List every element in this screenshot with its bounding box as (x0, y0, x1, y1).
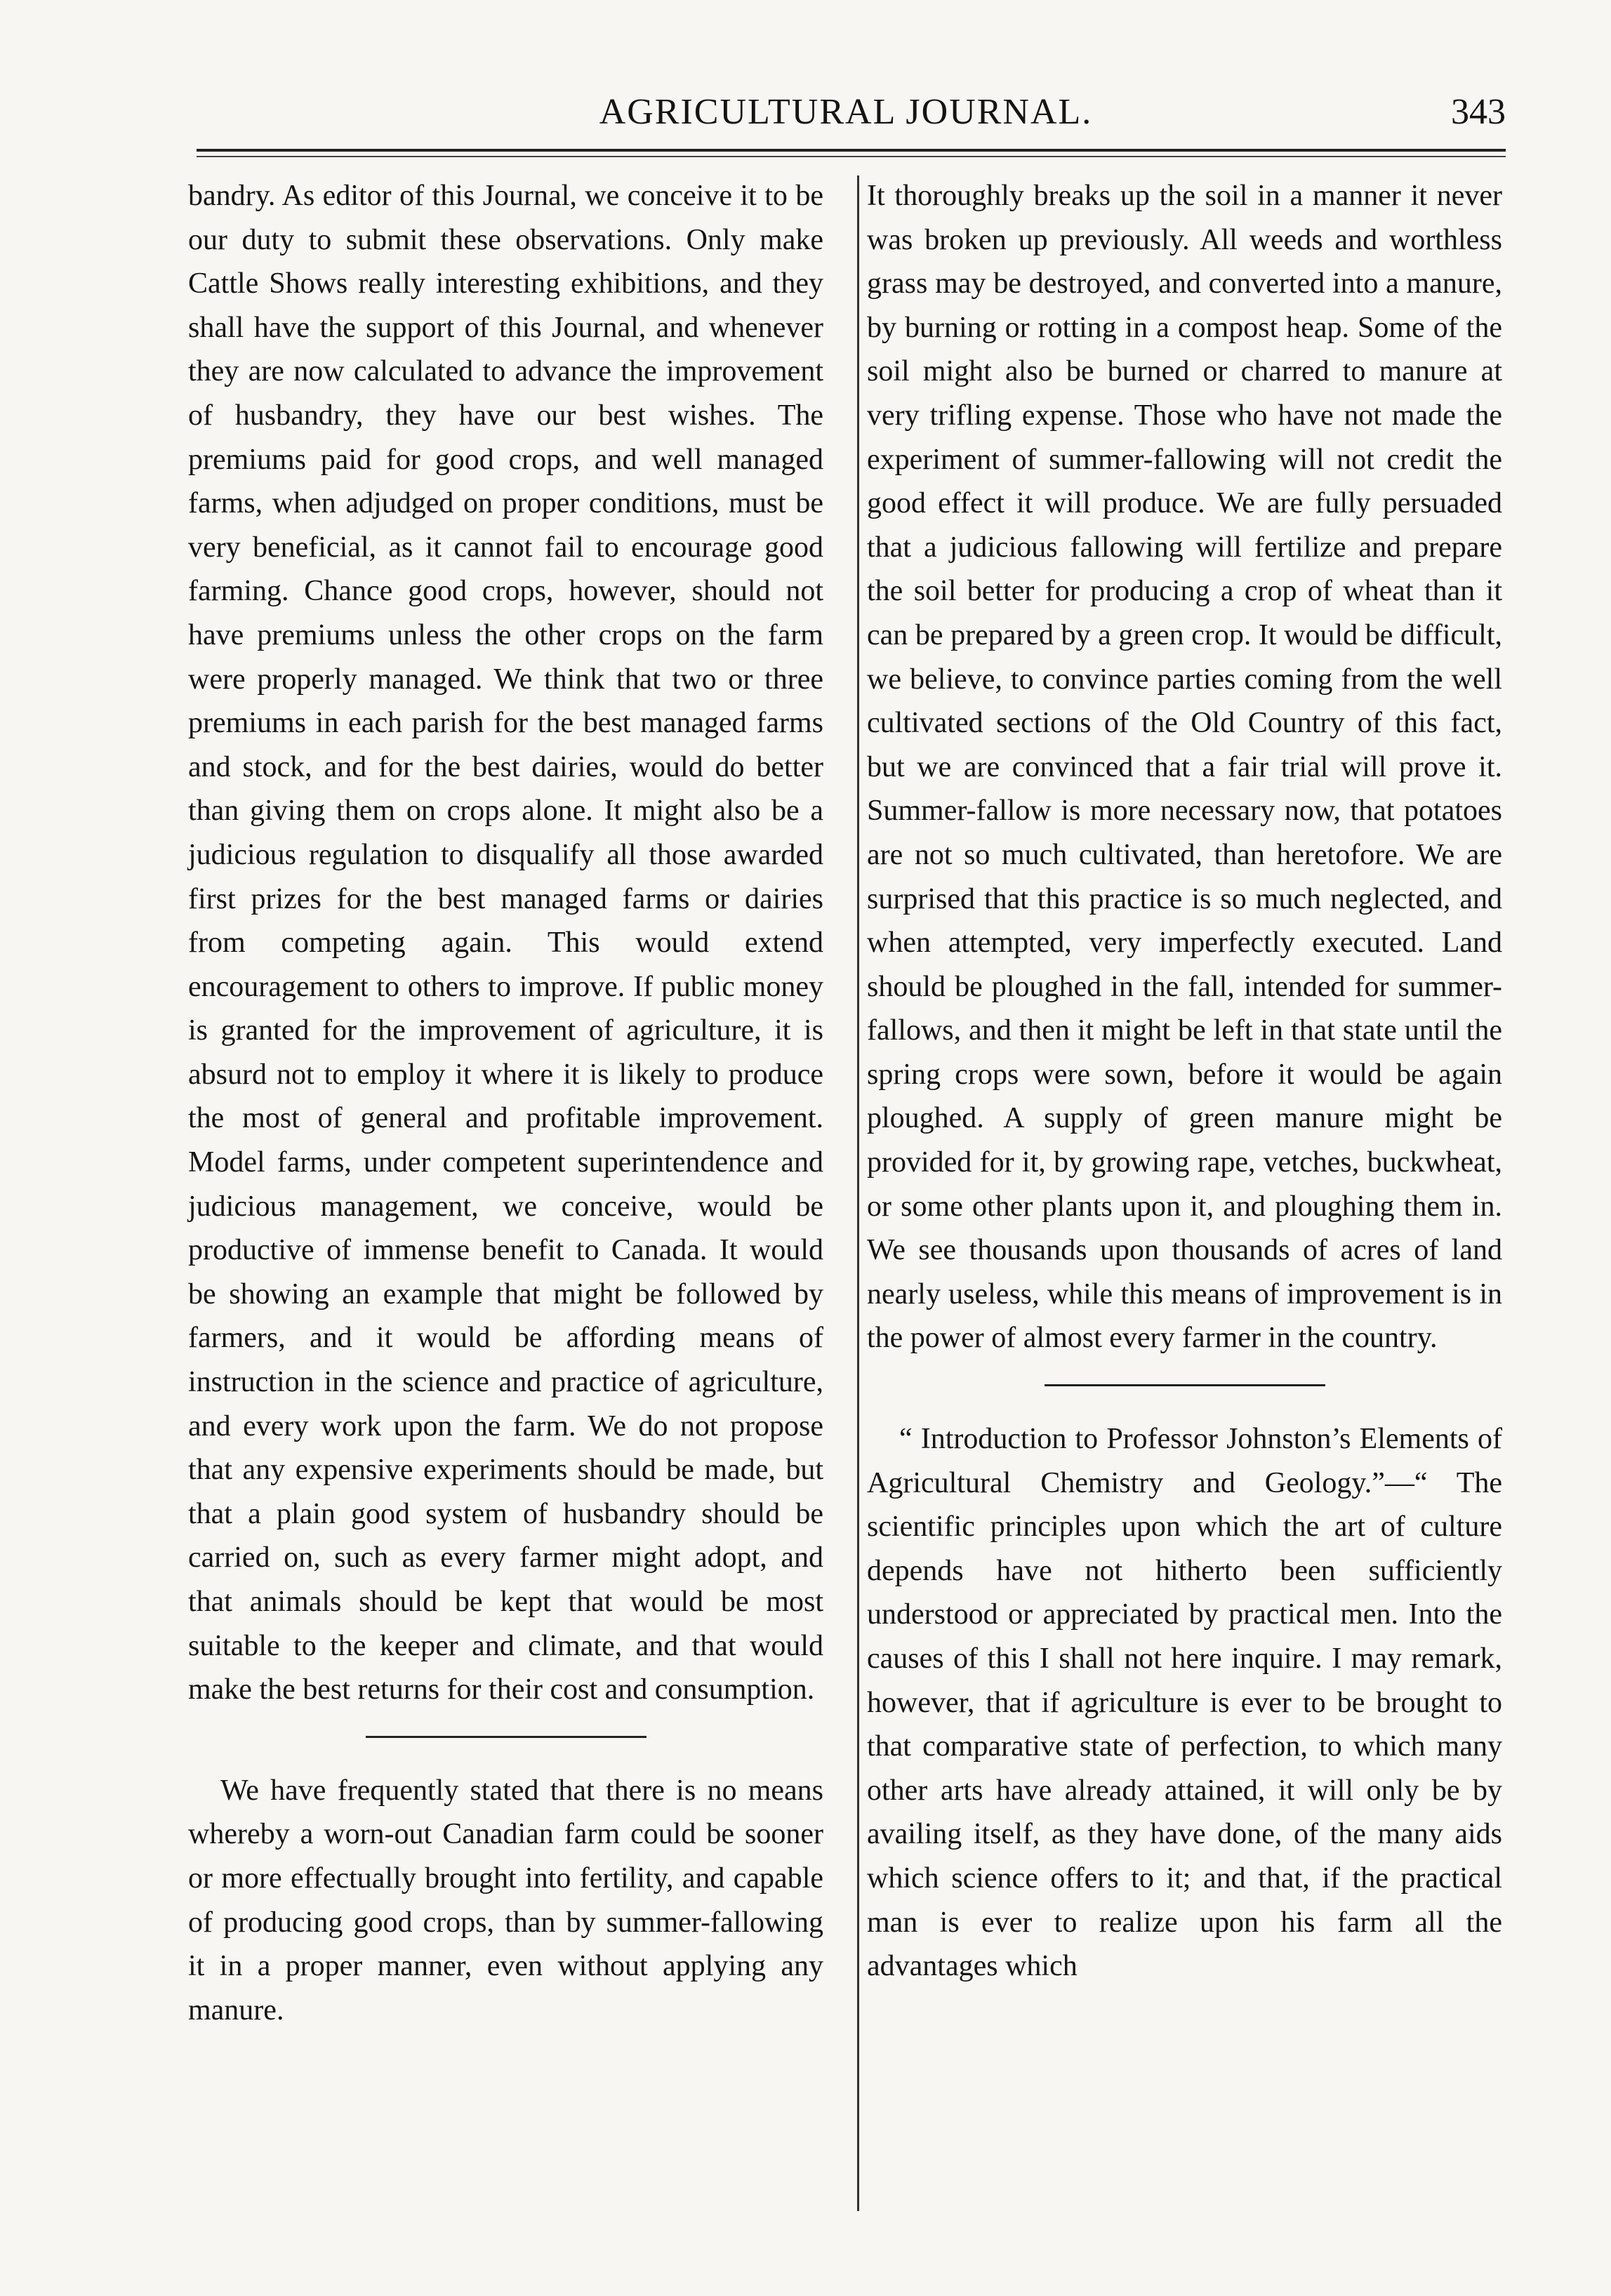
paragraph-summer-fallow: We have frequently stated that there is no means whereby a worn-out Canadian farm could be sooner or more effectually brought into fertility, and capable of producing good crops, than by summer-fallowing it in a proper manner, even without applying any manure. (188, 1774, 823, 2026)
left-column (188, 174, 823, 2032)
section-divider (1045, 1384, 1325, 1386)
header-rule (197, 149, 1506, 157)
right-column (867, 174, 1502, 1989)
page-header (186, 91, 1506, 147)
column-divider (857, 175, 859, 2211)
page-number: 343 (1451, 92, 1506, 132)
running-head: AGRICULTURAL JOURNAL. (599, 92, 1093, 132)
paragraph-fallowing: It thoroughly breaks up the soil in a manner it never was broken up previously. All weeds and worthless grass may be destroyed, and converted into a manure, by burning or rotting in a compost heap. Some of the soil might also be burned or charred to manure at very trifling expense. Those who have not made the experiment of summer-fallowing will not credit the good effect it will produce. We are fully persuaded that a judicious fallowing will fertilize and prepare the soil better for producing a crop of wheat than it can be prepared by a green crop. It would be difficult, we believe, to convince parties coming from the well cultivated sections of the Old Country of this fact, but we are convinced that a fair trial will prove it. Summer-fallow is more necessary now, that potatoes are not so much cultivated, than heretofore. We are surprised that this practice is so much neglected, and when attempted, very imperfectly executed. Land should be ploughed in the fall, intended for summer-fallows, and then it might be left in that state until the spring crops were sown, before it would be again ploughed. A supply of green manure might be provided for it, by growing rape, vetches, buckwheat, or some other plants upon it, and ploughing them in. We see thousands upon thousands of acres of land nearly useless, while this means of improvement is in the power of almost every farmer in the country. (867, 180, 1502, 1355)
section-divider (366, 1736, 647, 1738)
paragraph-johnston-quote: “ Introduction to Professor Johnston’s Elements of Agricultural Chemistry and Geology.”—“ The scientific principles upon which the art of culture depends have not hitherto been sufficiently understood or appreciated by practical men. Into the causes of this I shall not here inquire. I may remark, however, that if agriculture is ever to be brought to that comparative state of perfection, to which many other arts have already attained, it will only be by availing itself, as they have done, of the many aids which science offers to it; and that, if the practical man is ever to realize upon his farm all the advantages which (867, 1423, 1502, 1983)
paragraph-husbandry: bandry. As editor of this Journal, we conceive it to be our duty to submit these observations. Only make Cattle Shows really interesting exhibitions, and they shall have the support of this Journal, and whenever they are now calculated to advance the improvement of husbandry, they have our best wishes. The premiums paid for good crops, and well managed farms, when adjudged on proper conditions, must be very beneficial, as it cannot fail to encourage good farming. Chance good crops, however, should not have premiums unless the other crops on the farm were properly managed. We think that two or three premiums in each parish for the best managed farms and stock, and for the best dairies, would do better than giving them on crops alone. It might also be a judicious regulation to disqualify all those awarded first prizes for the best managed farms or dairies from competing again. This would extend encouragement to others to improve. If public money is granted for the improvement of agriculture, it is absurd not to employ it where it is likely to produce the most of general and profitable improvement. Model farms, under competent superintendence and judicious management, we conceive, would be productive of immense benefit to Canada. It would be showing an example that might be followed by farmers, and it would be affording means of instruction in the science and practice of agriculture, and every work upon the farm. We do not propose that any expensive experiments should be made, but that a plain good system of husbandry should be carried on, such as every farmer might adopt, and that animals should be kept that would be most suitable to the keeper and climate, and that would make the best returns for their cost and consumption. (188, 180, 823, 1706)
